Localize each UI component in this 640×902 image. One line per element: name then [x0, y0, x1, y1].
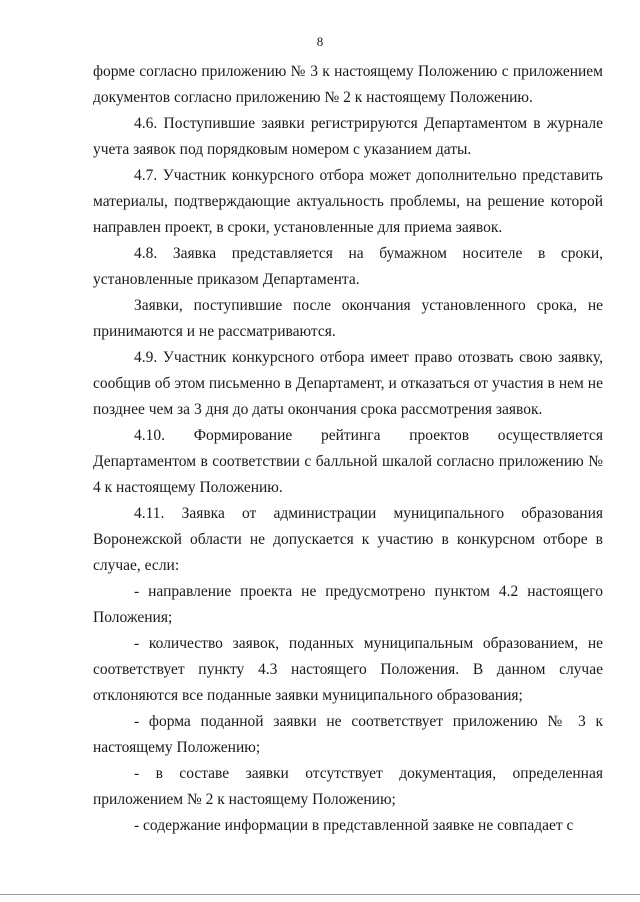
list-item-count: - количество заявок, поданных муниципальным образованием, не соответствует пункту 4.3 настоящего Положения. В данном случае отклоняются все поданные заявки муниципального образования; — [93, 635, 603, 704]
paragraph-4-8: 4.8. Заявка представляется на бумажном носителе в сроки, установленные приказом Департамента. — [93, 245, 603, 288]
paragraph-4-9: 4.9. Участник конкурсного отбора имеет право отозвать свою заявку, сообщив об этом письменно в Департамент, и отказаться от участия в нем не позднее чем за 3 дня до даты окончания срока рассмотрения заявок. — [93, 349, 603, 418]
paragraph-4-11: 4.11. Заявка от администрации муниципального образования Воронежской области не допускается к участию в конкурсном отборе в случае, если: — [93, 505, 603, 574]
document-body — [93, 59, 603, 839]
paragraph-continuation: форме согласно приложению № 3 к настоящему Положению с приложением документов согласно приложению № 2 к настоящему Положению. — [93, 63, 603, 106]
paragraph-late-applications: Заявки, поступившие после окончания установленного срока, не принимаются и не рассматриваются. — [93, 297, 603, 340]
list-item-direction: - направление проекта не предусмотрено пунктом 4.2 настоящего Положения; — [93, 583, 603, 626]
paragraph-4-10: 4.10. Формирование рейтинга проектов осуществляется Департаментом в соответствии с балльной шкалой согласно приложению № 4 к настоящему Положению. — [93, 427, 603, 496]
list-item-content: - содержание информации в представленной заявке не совпадает с — [134, 817, 574, 834]
page-number: 8 — [316, 34, 324, 49]
list-item-form: - форма поданной заявки не соответствует приложению № 3 к настоящему Положению; — [93, 713, 603, 756]
bottom-divider — [0, 894, 640, 895]
list-item-documents: - в составе заявки отсутствует документация, определенная приложением № 2 к настоящему Положению; — [93, 765, 603, 808]
paragraph-4-7: 4.7. Участник конкурсного отбора может дополнительно представить материалы, подтверждающие актуальность проблемы, на решение которой направлен проект, в сроки, установленные для приема заявок. — [93, 167, 603, 236]
paragraph-4-6: 4.6. Поступившие заявки регистрируются Департаментом в журнале учета заявок под порядковым номером с указанием даты. — [93, 115, 603, 158]
